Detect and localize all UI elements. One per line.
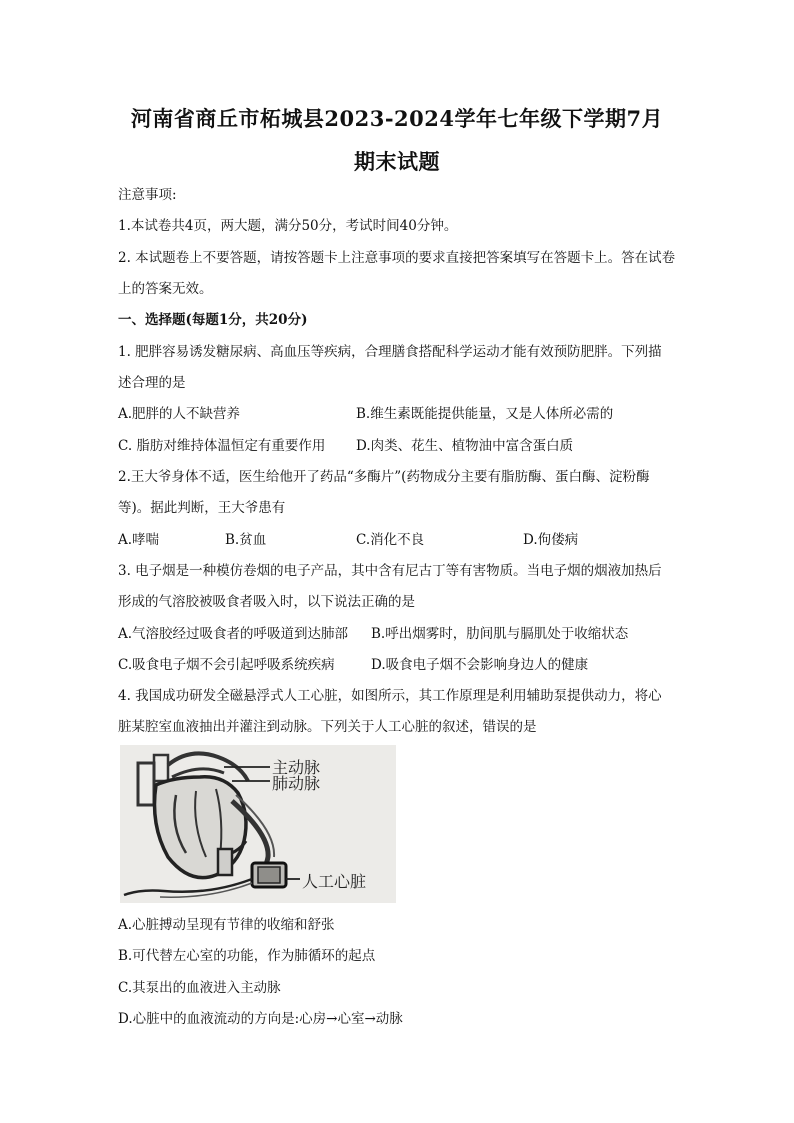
figure-label-artificial-heart: 人工心脏: [302, 872, 367, 891]
q2-option-d: D.佝偻病: [523, 532, 579, 548]
q1-option-d: D.肉类、花生、植物油中富含蛋白质: [356, 438, 574, 454]
notice-heading: 注意事项:: [118, 187, 177, 203]
q3-stem-line2: 形成的气溶胶被吸食者吸入时，以下说法正确的是: [118, 594, 415, 610]
notice-item-2-line1: 2. 本试题卷上不要答题，请按答题卡上注意事项的要求直接把答案填写在答题卡上。答在试卷: [118, 250, 676, 266]
q1-stem-line2: 述合理的是: [118, 375, 186, 391]
q1-option-c: C. 脂肪对维持体温恒定有重要作用: [118, 438, 326, 454]
q2-option-c: C.消化不良: [356, 532, 425, 548]
exam-title-line2: 期末试题: [354, 149, 440, 174]
section-heading: 一、选择题(每题1分，共20分): [118, 312, 308, 328]
q2-option-b: B.贫血: [225, 532, 267, 548]
q1-option-b: B.维生素既能提供能量，又是人体所必需的: [356, 406, 614, 422]
figure-label-pulmonary-artery: 肺动脉: [272, 774, 321, 793]
q3-stem-line1: 3. 电子烟是一种模仿卷烟的电子产品，其中含有尼古丁等有害物质。当电子烟的烟液加热后: [118, 563, 662, 579]
notice-item-1: 1.本试卷共4页，两大题，满分50分，考试时间40分钟。: [118, 218, 458, 234]
q4-stem-line1: 4. 我国成功研发全磁悬浮式人工心脏，如图所示，其工作原理是利用辅助泵提供动力，将心: [118, 688, 662, 704]
q4-option-d: D.心脏中的血液流动的方向是:心房→心室→动脉: [118, 1011, 403, 1027]
q4-option-c: C.其泵出的血液进入主动脉: [118, 980, 281, 996]
q3-option-d: D.吸食电子烟不会影响身边人的健康: [371, 657, 589, 673]
q2-option-a: A.哮喘: [118, 532, 160, 548]
q3-option-c: C.吸食电子烟不会引起呼吸系统疾病: [118, 657, 335, 673]
q4-option-a: A.心脏搏动呈现有节律的收缩和舒张: [118, 917, 335, 933]
q4-option-b: B.可代替左心室的功能，作为肺循环的起点: [118, 948, 376, 964]
q4-stem-line2: 脏某腔室血液抽出并灌注到动脉。下列关于人工心脏的叙述，错误的是: [118, 719, 537, 735]
exam-title-line1: 河南省商丘市柘城县2023-2024学年七年级下学期7月: [130, 106, 664, 131]
q1-option-a: A.肥胖的人不缺营养: [118, 406, 241, 422]
q3-option-a: A.气溶胶经过吸食者的呼吸道到达肺部: [118, 626, 349, 642]
q3-option-b: B.呼出烟雾时，肋间肌与膈肌处于收缩状态: [371, 626, 629, 642]
figure-label-aorta: 主动脉: [272, 758, 321, 777]
q1-stem-line1: 1. 肥胖容易诱发糖尿病、高血压等疾病，合理膳食搭配科学运动才能有效预防肥胖。下列描: [118, 344, 662, 360]
q2-stem-line1: 2.王大爷身体不适，医生给他开了药品“多酶片”(药物成分主要有脂肪酶、蛋白酶、淀粉酶: [118, 469, 650, 485]
artificial-heart-figure: [120, 745, 396, 903]
notice-item-2-line2: 上的答案无效。: [118, 281, 213, 297]
q2-stem-line2: 等)。据此判断，王大爷患有: [118, 500, 286, 516]
